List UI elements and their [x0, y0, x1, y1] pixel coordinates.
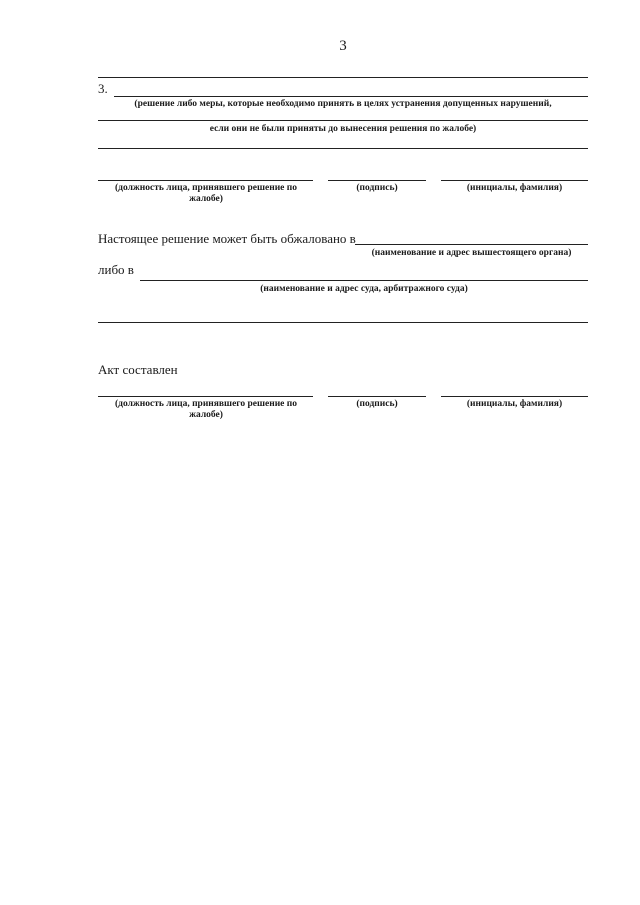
appeal-court-caption: (наименование и адрес суда, арбитражного суда): [260, 284, 468, 294]
sig2-name-line: [441, 396, 588, 397]
appeal-higher-body-line: [355, 244, 588, 245]
sig2-name-caption: (инициалы, фамилия): [466, 399, 563, 409]
item3-entry-line-2: [98, 120, 588, 121]
sig1-position-caption: (должность лица, принявшего решение по жалобе): [114, 183, 297, 204]
act-text: Акт составлен: [98, 362, 178, 377]
appeal-extra-line: [98, 322, 588, 323]
item3-caption-line1: (решение либо меры, которые необходимо принять в целях устранения допущенных нарушений,: [134, 99, 552, 109]
sig2-signature-line: [328, 396, 426, 397]
sig1-signature-line: [328, 180, 426, 181]
appeal-or-text: либо в: [98, 262, 134, 277]
sig2-position-caption: (должность лица, принявшего решение по жалобе): [114, 399, 297, 420]
item3-entry-line: [114, 96, 588, 97]
appeal-text: Настоящее решение может быть обжаловано в: [98, 231, 356, 246]
item3-entry-line-3: [98, 148, 588, 149]
item3-top-line: [98, 77, 588, 78]
appeal-court-line: [140, 280, 588, 281]
sig1-name-line: [441, 180, 588, 181]
sig1-signature-caption: (подпись): [356, 183, 398, 193]
appeal-higher-body-caption: (наименование и адрес вышестоящего органа): [371, 248, 572, 258]
sig1-position-line: [98, 180, 313, 181]
sig2-signature-caption: (подпись): [356, 399, 398, 409]
sig2-position-line: [98, 396, 313, 397]
item3-number: 3.: [98, 81, 108, 96]
item3-caption-line2: если они не были приняты до вынесения решения по жалобе): [209, 124, 477, 134]
sig1-name-caption: (инициалы, фамилия): [466, 183, 563, 193]
page-number: 3: [339, 38, 347, 54]
